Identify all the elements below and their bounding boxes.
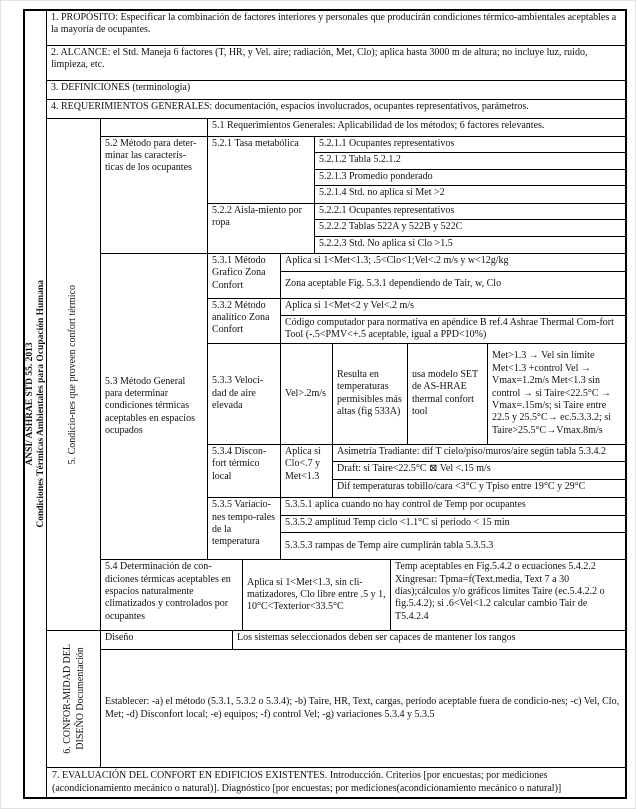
- label-5-2-2: 5.2.2 Aisla-miento por ropa: [208, 204, 315, 254]
- band-5-2-2: [208, 204, 625, 254]
- result-5-3-3: Resulta en temperaturas permisibles más altas (fig 533A): [333, 344, 408, 444]
- label-5-3-3: 5.3.3 Veloci-dad de aire elevada: [208, 344, 281, 444]
- items-5-2-1: [315, 137, 625, 203]
- section-6: [47, 631, 625, 768]
- label-5-3-4: 5.3.4 Discon-fort térmico local: [208, 445, 281, 498]
- content-5-3-1: [281, 254, 625, 298]
- row-5-3-5-1: 5.3.5.1 aplica cuando no hay control de Temp por ocupantes: [281, 498, 625, 516]
- label-5-4: 5.4 Determinación de con-diciones térmicas aceptables en espacios naturalmente climatizados y controlados por ocupantes: [101, 560, 243, 630]
- row-evaluacion: 7. EVALUACIÓN DEL CONFORT EN EDIFICIOS EXISTENTES. Introducción. Criterios [por encuestas; por mediciones (acondicionamiento mecánico o natural)]. Diagnóstico [por encuestas; por mediciones(acondicionamiento mecánico o natural)]: [52, 770, 562, 794]
- band-5-3-5: [208, 498, 625, 559]
- content-5-3-5: [281, 498, 625, 559]
- cond-5-4: Aplica si 1<Met<1.3, sin cli-matizadores, Clo libre entre .5 y 1, 10°C<Texterior<33.5°C: [243, 560, 391, 630]
- section-5-strip-label: 5. Condicio-nes que proveen confort térmico: [67, 284, 79, 465]
- table-frame: [23, 9, 627, 799]
- band-5-3-inner: [208, 254, 625, 559]
- side-title: [25, 280, 47, 528]
- row-5-3-2-codigo: Código computador para normativa en apéndice B ref.4 Ashrae Thermal Com-fort Tool (-.5<PMV<+.5 aceptable, igual a PPD<10%): [285, 317, 614, 341]
- band-5-2-1: [208, 137, 625, 204]
- section-5: [47, 119, 625, 631]
- section-6-strip: [47, 631, 101, 767]
- cond-5-3-4: Aplica si Clo<.7 y Met<1.3: [281, 445, 333, 498]
- row-establecer: Establecer: -a) el método (5.3.1, 5.3.2 o 5.3.4); -b) Taire, HR, Text, cargas, período aceptable fuera de condicio-nes; -c) Vel, Clo, Met; -d) Disconfort local; -e) equipos; -f) control Vel; -g) variaciones 5.3.4 y 5.3.5: [105, 696, 620, 720]
- row-5-1-text: 5.1 Requerimientos Generales: Aplicabilidad de los métodos; 6 factores relevantes.: [212, 120, 545, 131]
- label-5-2: 5.2 Método para deter-minar las caracterís-ticas de los ocupantes: [101, 137, 208, 254]
- band-5-3-1: [208, 254, 625, 299]
- cond-5-3-3: Vel>.2m/s: [281, 344, 333, 444]
- items-5-2-2: [315, 204, 625, 254]
- item-5-2-1-2: 5.2.1.2 Tabla 5.2.1.2: [315, 153, 625, 170]
- label-5-3-5: 5.3.5 Variacio-nes tempo-rales de la temperatura: [208, 498, 281, 559]
- content-5-3-4: [333, 445, 625, 498]
- row-5-3-1-aplica: Aplica si 1<Met<1.3; .5<Clo<1;Vel<.2 m/s y w<12g/kg: [281, 254, 625, 272]
- item-5-2-2-2: 5.2.2.2 Tablas 522A y 522B y 522C: [315, 220, 625, 237]
- row-5-3-2-aplica: Aplica si 1<Met<2 y Vel<.2 m/s: [281, 299, 625, 317]
- row-5-3-1-zona: Zona aceptable Fig. 5.3.1 dependiendo de Tair, w, Clo: [285, 278, 502, 290]
- band-5-3-3: [208, 344, 625, 445]
- side-title-line1: ANSI/ ASHRAE STD 55. 2013: [24, 342, 35, 466]
- band-5-2: [101, 137, 625, 255]
- row-alcance: 2. ALCANCE: el Std. Maneja 6 factores (T, HR, y Vel. aire; radiación, Met, Clo); aplica hasta 3000 m de altura; no incluye luz, ruido, limpieza, etc.: [47, 46, 625, 81]
- item-5-2-1-1: 5.2.1.1 Ocupantes representativos: [315, 137, 625, 154]
- section-5-content: [101, 119, 625, 630]
- band-5-2-inner: [208, 137, 625, 254]
- row-requerimientos: 4. REQUERIMIENTOS GENERALES: documentación, espacios involucrados, ocupantes representativos, parámetros.: [47, 100, 625, 119]
- section-6-strip-line1: 6. CONFOR-MIDAD DEL: [61, 644, 73, 755]
- band-5-4: [101, 560, 625, 630]
- side-title-line2: Condiciones Térmicas Ambientales para Ocupación Humana: [35, 280, 46, 528]
- section-5-strip: [47, 119, 101, 630]
- row-5-1: [101, 119, 625, 137]
- row-5-1-spacer: [101, 119, 208, 136]
- detail-5-4: Temp aceptables en Fig.5.4.2 o ecuaciones 5.4.2.2 Xingresar: Tpma=f(Text.media, Text 7 a 30 días);cálculos y/o gráficos límites Taire (ec.5.4.2.2 o fig.5.4.2); si .6<Vel<1.2 calcular cambio Tair de T5.4.2.4: [395, 561, 605, 622]
- table-main: [47, 11, 625, 797]
- label-5-2-1: 5.2.1 Tasa metabólica: [208, 137, 315, 203]
- label-5-3-1: 5.3.1 Método Grafico Zona Confort: [208, 254, 281, 298]
- row-5-3-5-2: 5.3.5.2 amplitud Temp ciclo <1.1°C si periodo < 15 min: [281, 516, 625, 534]
- band-5-3-4: [208, 445, 625, 499]
- label-5-3-2: 5.3.2 Método analítico Zona Confort: [208, 299, 281, 343]
- row-5-3-4-draft: Draft: si Taire<22.5°C ⊠ Vel <.15 m/s: [333, 462, 625, 480]
- content-5-3-2: [281, 299, 625, 343]
- section-6-content: [101, 631, 625, 767]
- band-5-3-2: [208, 299, 625, 344]
- limits-5-3-3: Met>1.3 → Vel sin límite Met<1.3 +control Vel → Vmax=1.2m/s Met<1.3 sin control → si Taire<22.5°C → Vmax=.15m/s; si Taire entre 22.5 y 25.5°C→ ec.5.3.3.2; si Taire>25.5°C→Vmax.8m/s: [492, 350, 612, 436]
- row-proposito: 1. PROPÓSITO: Especificar la combinación de factores interiores y personales que producirán condiciones térmico-ambientales aceptables a la mayoría de ocupantes.: [47, 11, 625, 46]
- item-5-2-1-3: 5.2.1.3 Promedio ponderado: [315, 170, 625, 187]
- label-5-3: 5.3 Método General para determinar condiciones térmicas aceptables en espacios ocupados: [101, 254, 208, 559]
- diseno-text: Los sistemas seleccionados deben ser capaces de mantener los rangos: [237, 632, 516, 644]
- band-5-3: [101, 254, 625, 560]
- row-5-3-4-asimetria: Asimetría Tradiante: dif T cielo/piso/muros/aire según tabla 5.3.4.2: [333, 445, 625, 463]
- section-6-strip-label: [61, 644, 87, 754]
- diseno-label: Diseño: [101, 631, 233, 649]
- row-5-3-4-dif: Dif temperaturas tobillo/cara <3°C y Tpiso entre 19°C y 29°C: [337, 480, 586, 492]
- section-6-strip-line2: DISEÑO Documentación: [74, 648, 86, 751]
- item-5-2-2-3: 5.2.2.3 Std. No aplica si Clo >1.5: [319, 237, 453, 249]
- item-5-2-1-4: 5.2.1.4 Std. no aplica si Met >2: [319, 187, 445, 198]
- item-5-2-2-1: 5.2.2.1 Ocupantes representativos: [315, 204, 625, 221]
- row-diseno: [101, 631, 625, 650]
- row-definiciones: 3. DEFINICIONES (terminología): [47, 81, 625, 100]
- model-5-3-3: usa modelo SET de AS-HRAE thermal confort tool: [408, 344, 488, 444]
- row-5-3-5-3: 5.3.5.3 rampas de Temp aire cumplirán tabla 5.3.5.3: [285, 540, 494, 552]
- side-title-strip: [25, 11, 47, 797]
